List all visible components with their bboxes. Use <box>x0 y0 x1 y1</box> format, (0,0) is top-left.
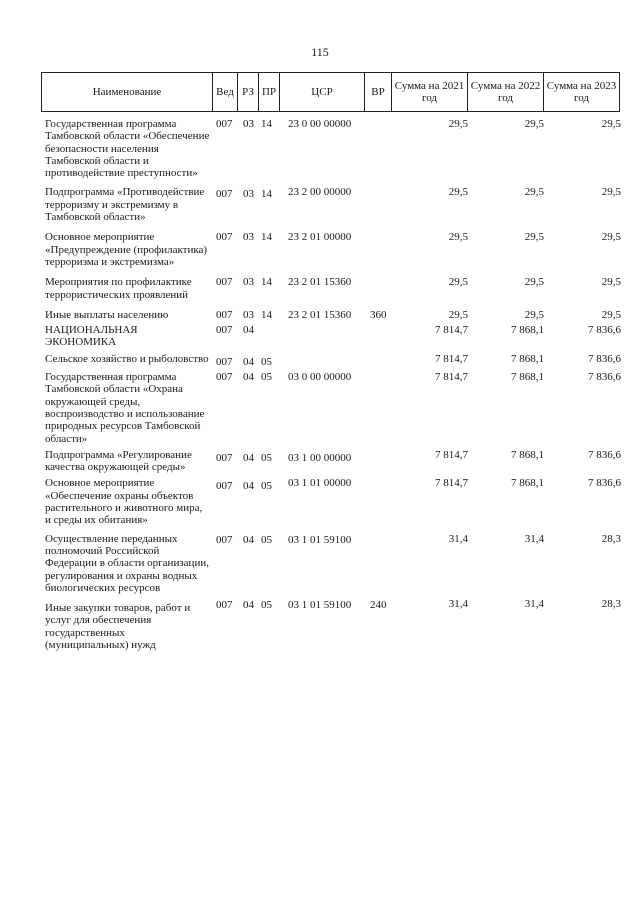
row-sum2021: 7 814,7 <box>435 352 468 365</box>
row-pr: 05 <box>261 533 272 546</box>
row-sum2021: 7 814,7 <box>435 448 468 461</box>
row-rz: 04 <box>243 480 254 493</box>
row-csr: 23 0 00 00000 <box>288 118 352 130</box>
col-csr-header: ЦСР <box>280 73 365 112</box>
row-rz: 03 <box>243 276 254 289</box>
row-ved: 007 <box>216 451 233 464</box>
table-row <box>0 118 640 179</box>
row-rz: 03 <box>243 231 254 244</box>
row-ved: 007 <box>216 231 233 244</box>
table-header <box>41 72 620 112</box>
row-sum2023: 7 836,6 <box>588 352 621 365</box>
row-sum2021: 7 814,7 <box>435 324 468 337</box>
row-sum2022: 7 868,1 <box>511 352 544 365</box>
row-csr: 23 2 00 00000 <box>288 186 352 199</box>
row-vr: 240 <box>370 599 387 612</box>
row-ved: 007 <box>216 118 233 130</box>
row-rz: 04 <box>243 324 254 337</box>
row-rz: 04 <box>243 533 254 546</box>
row-pr: 14 <box>261 231 272 244</box>
col-sum2023-header: Сумма на 2023 год <box>544 73 620 112</box>
row-name: Государственная программа Тамбовской области «Обеспечение безопасности населения Тамбовской области и противодействие преступности» <box>45 118 210 180</box>
col-sum2022-header: Сумма на 2022 год <box>468 73 544 112</box>
col-name-header: Наименование <box>42 73 213 112</box>
row-name: Иные выплаты населению <box>45 308 169 321</box>
row-ved: 007 <box>216 324 233 337</box>
row-pr: 05 <box>261 355 272 368</box>
row-pr: 14 <box>261 118 272 130</box>
row-ved: 007 <box>216 355 233 368</box>
row-name: Сельское хозяйство и рыболовство <box>45 352 209 365</box>
table-body <box>0 112 640 651</box>
table-row <box>0 186 640 223</box>
table-row <box>0 352 640 368</box>
table-row <box>0 231 640 268</box>
row-csr: 23 2 01 00000 <box>288 231 352 244</box>
row-name: Мероприятия по профилактике террористических проявлений <box>45 276 192 301</box>
row-csr: 03 1 01 59100 <box>288 533 352 546</box>
row-sum2023: 7 836,6 <box>588 477 621 490</box>
row-ved: 007 <box>216 308 233 321</box>
table-row <box>0 276 640 301</box>
row-sum2022: 31,4 <box>524 532 544 545</box>
row-sum2023: 29,5 <box>601 231 621 244</box>
row-pr: 14 <box>261 308 272 321</box>
row-sum2022: 29,5 <box>524 118 544 130</box>
row-sum2022: 31,4 <box>524 598 544 611</box>
row-ved: 007 <box>216 480 233 493</box>
row-rz: 04 <box>243 599 254 612</box>
row-name: Основное мероприятие «Обеспечение охраны объектов растительного и животного мира, и среды их обитания» <box>45 477 203 527</box>
row-csr: 03 1 00 00000 <box>288 451 352 464</box>
row-sum2022: 29,5 <box>524 231 544 244</box>
row-csr: 23 2 01 15360 <box>288 276 352 289</box>
row-pr: 05 <box>261 480 272 493</box>
row-sum2023: 7 836,6 <box>588 371 621 384</box>
row-sum2023: 7 836,6 <box>588 448 621 461</box>
row-sum2022: 7 868,1 <box>511 448 544 461</box>
row-sum2022: 7 868,1 <box>511 477 544 490</box>
row-sum2022: 29,5 <box>524 186 544 199</box>
row-rz: 04 <box>243 355 254 368</box>
row-name: Иные закупки товаров, работ и услуг для обеспечения государственных (муниципальных) нужд <box>45 602 191 651</box>
row-sum2022: 29,5 <box>524 308 544 321</box>
row-pr: 05 <box>261 599 272 612</box>
col-sum2021-header: Сумма на 2021 год <box>392 73 468 112</box>
row-sum2023: 28,3 <box>601 598 621 611</box>
row-sum2023: 7 836,6 <box>588 324 621 337</box>
table-row <box>0 449 640 474</box>
row-csr: 03 1 01 59100 <box>288 599 352 612</box>
row-sum2023: 29,5 <box>601 186 621 199</box>
col-vr-header: ВР <box>365 73 392 112</box>
row-sum2021: 31,4 <box>448 532 468 545</box>
row-rz: 03 <box>243 308 254 321</box>
row-pr: 14 <box>261 276 272 289</box>
row-sum2021: 29,5 <box>448 118 468 130</box>
row-csr: 03 1 01 00000 <box>288 477 352 490</box>
table-row <box>0 324 640 349</box>
row-name: Осуществление переданных полномочий Российской Федерации в области организации, регулирования и охраны водных биологических ресурсов <box>45 532 209 594</box>
row-rz: 03 <box>243 118 254 130</box>
table-row <box>0 533 640 594</box>
row-sum2023: 29,5 <box>601 308 621 321</box>
row-ved: 007 <box>216 599 233 612</box>
page-number: 115 <box>311 45 329 59</box>
row-sum2023: 29,5 <box>601 276 621 289</box>
row-rz: 03 <box>243 188 254 201</box>
row-ved: 007 <box>216 533 233 546</box>
row-sum2021: 7 814,7 <box>435 371 468 384</box>
table-row <box>0 371 640 445</box>
row-rz: 04 <box>243 371 254 384</box>
row-sum2022: 7 868,1 <box>511 324 544 337</box>
col-rz-header: РЗ <box>238 73 259 112</box>
row-sum2023: 28,3 <box>601 532 621 545</box>
table-row <box>0 477 640 526</box>
row-sum2023: 29,5 <box>601 118 621 130</box>
row-pr: 05 <box>261 371 272 384</box>
col-pr-header: ПР <box>259 73 280 112</box>
row-csr: 23 2 01 15360 <box>288 308 352 321</box>
row-pr: 14 <box>261 188 272 201</box>
row-rz: 04 <box>243 451 254 464</box>
row-sum2022: 29,5 <box>524 276 544 289</box>
row-pr: 05 <box>261 451 272 464</box>
row-ved: 007 <box>216 276 233 289</box>
row-name: Государственная программа Тамбовской области «Охрана окружающей среды, воспроизводство и использование природных ресурсов Тамбовской области» <box>45 371 205 445</box>
col-ved-header: Вед <box>213 73 238 112</box>
row-name: Основное мероприятие «Предупреждение (профилактика) терроризма и экстремизма» <box>45 231 208 268</box>
row-sum2022: 7 868,1 <box>511 371 544 384</box>
row-ved: 007 <box>216 371 233 384</box>
row-csr: 03 0 00 00000 <box>288 371 352 384</box>
row-sum2021: 29,5 <box>448 186 468 199</box>
row-sum2021: 29,5 <box>448 308 468 321</box>
table-row <box>0 598 640 651</box>
table-row <box>0 309 640 321</box>
row-name: НАЦИОНАЛЬНАЯ ЭКОНОМИКА <box>45 324 138 349</box>
row-sum2021: 31,4 <box>448 598 468 611</box>
row-sum2021: 7 814,7 <box>435 477 468 490</box>
row-sum2021: 29,5 <box>448 276 468 289</box>
row-ved: 007 <box>216 188 233 201</box>
row-vr: 360 <box>370 308 387 321</box>
row-sum2021: 29,5 <box>448 231 468 244</box>
row-name: Подпрограмма «Противодействие терроризму и экстремизму в Тамбовской области» <box>45 186 205 224</box>
row-name: Подпрограмма «Регулирование качества окружающей среды» <box>45 448 192 474</box>
